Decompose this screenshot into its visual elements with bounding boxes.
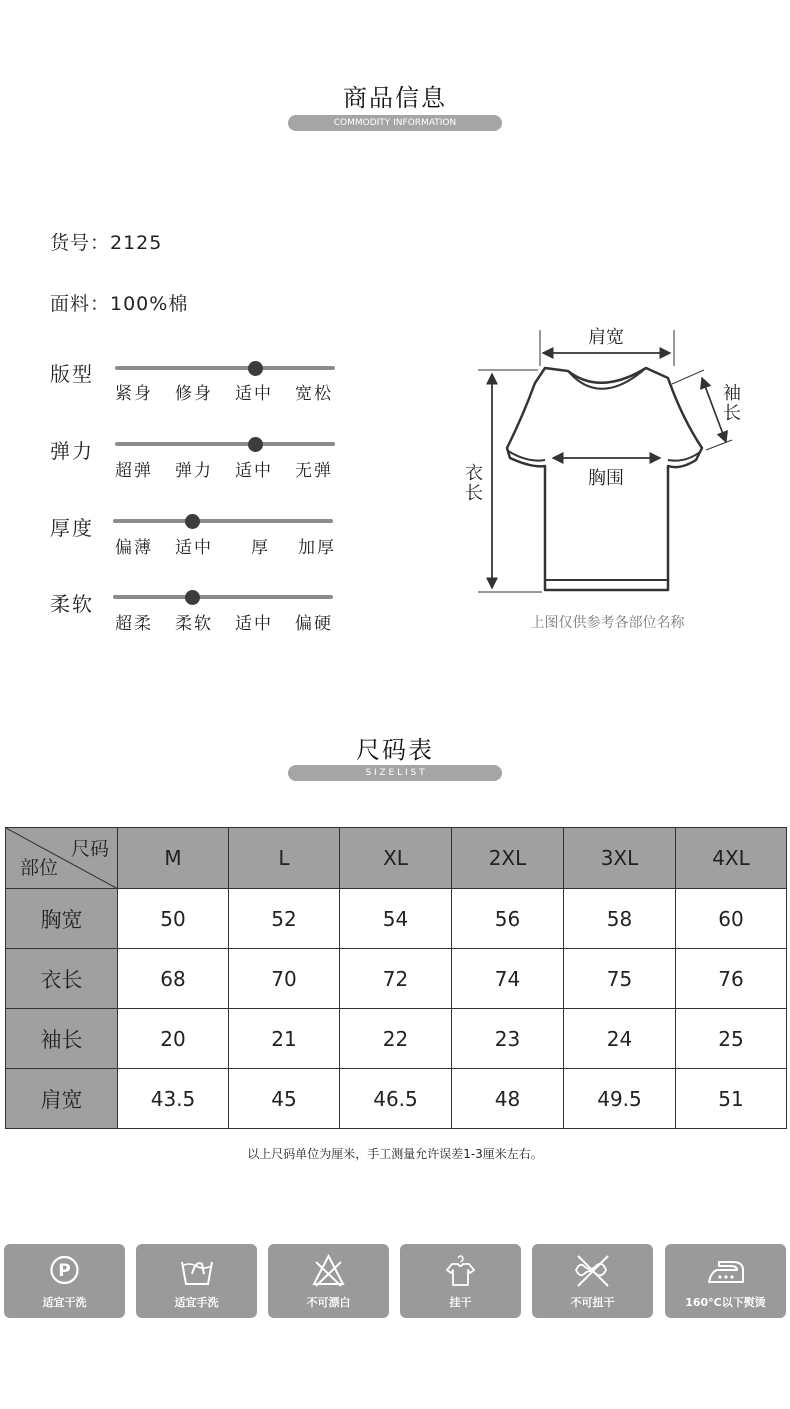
attr-fit-label: 版型 <box>50 362 94 386</box>
table-cell: 70 <box>229 949 340 1009</box>
size-col-header: L <box>229 828 340 889</box>
size-col-header: M <box>118 828 229 889</box>
attr-softness-option: 适中 <box>235 614 273 634</box>
table-cell: 20 <box>118 1009 229 1069</box>
hand-wash-icon <box>136 1252 257 1288</box>
no-bleach-icon <box>268 1252 389 1288</box>
diagram-note: 上图仅供参考各部位名称 <box>530 615 685 631</box>
attr-stretch-marker <box>248 437 263 452</box>
care-label: 不可漂白 <box>306 1296 351 1309</box>
attr-thickness-option: 偏薄 <box>115 538 153 558</box>
attr-softness-label: 柔软 <box>50 592 94 616</box>
size-col-header: 2XL <box>452 828 564 889</box>
table-cell: 76 <box>676 949 787 1009</box>
row-header: 肩宽 <box>6 1069 118 1129</box>
item-number: 货号：2125 <box>50 232 163 254</box>
table-cell: 54 <box>340 889 452 949</box>
size-col-header: XL <box>340 828 452 889</box>
table-row <box>6 1069 787 1129</box>
attr-softness-option: 超柔 <box>115 614 153 634</box>
care-tile-no-wring <box>532 1244 653 1318</box>
table-cell: 68 <box>118 949 229 1009</box>
attr-softness-track <box>113 595 333 599</box>
table-cell: 24 <box>564 1009 676 1069</box>
attr-thickness-option: 适中 <box>175 538 213 558</box>
table-row <box>6 889 787 949</box>
care-tile-dry-clean <box>4 1244 125 1318</box>
care-label: 适宜干洗 <box>42 1296 87 1309</box>
info-title: 商品信息 <box>343 84 447 112</box>
table-cell: 23 <box>452 1009 564 1069</box>
table-corner-cell <box>6 828 118 889</box>
size-table-note: 以上尺码单位为厘米，手工测量允许误差1-3厘米左右。 <box>247 1147 543 1161</box>
diagram-shoulder-label: 肩宽 <box>588 327 624 348</box>
size-table <box>5 827 787 1129</box>
attr-stretch-option: 弹力 <box>175 461 213 481</box>
size-col-header: 3XL <box>564 828 676 889</box>
table-cell: 75 <box>564 949 676 1009</box>
corner-size-label: 尺码 <box>70 838 109 860</box>
attr-thickness-option: 厚 <box>251 538 270 558</box>
svg-text:P: P <box>58 1261 71 1281</box>
info-subtitle-pill: COMMODITY INFORMATION <box>288 115 502 131</box>
care-label: 挂干 <box>449 1296 472 1309</box>
attr-stretch-track <box>115 442 335 446</box>
attr-thickness-option: 加厚 <box>298 538 336 558</box>
dry-clean-icon <box>4 1252 125 1288</box>
attr-thickness-label: 厚度 <box>50 516 94 540</box>
attr-fit-option: 紧身 <box>115 384 153 404</box>
no-wring-icon <box>532 1252 653 1288</box>
table-cell: 48 <box>452 1069 564 1129</box>
diagram-chest-label: 胸围 <box>588 468 624 489</box>
attr-fit-option: 修身 <box>175 384 213 404</box>
diagram-length-label: 衣长 <box>465 463 483 504</box>
attr-softness-option: 偏硬 <box>295 614 333 634</box>
size-header-row <box>6 828 787 889</box>
attr-stretch-label: 弹力 <box>50 439 94 463</box>
care-tile-hand-wash <box>136 1244 257 1318</box>
table-cell: 43.5 <box>118 1069 229 1129</box>
attr-fit-option: 适中 <box>235 384 273 404</box>
diagram-sleeve-label: 袖长 <box>723 383 741 424</box>
fabric: 面料：100%棉 <box>50 293 189 315</box>
table-cell: 22 <box>340 1009 452 1069</box>
row-header: 衣长 <box>6 949 118 1009</box>
table-cell: 56 <box>452 889 564 949</box>
attr-stretch-option: 适中 <box>235 461 273 481</box>
table-cell: 60 <box>676 889 787 949</box>
table-cell: 49.5 <box>564 1069 676 1129</box>
care-label: 适宜手洗 <box>174 1296 219 1309</box>
attr-fit-marker <box>248 361 263 376</box>
care-tile-iron <box>665 1244 786 1318</box>
care-tile-hang-dry <box>400 1244 521 1318</box>
size-title: 尺码表 <box>356 736 434 764</box>
table-cell: 72 <box>340 949 452 1009</box>
table-cell: 58 <box>564 889 676 949</box>
row-header: 胸宽 <box>6 889 118 949</box>
table-cell: 46.5 <box>340 1069 452 1129</box>
attr-thickness-track <box>113 519 333 523</box>
attr-stretch-option: 超弹 <box>115 461 153 481</box>
table-cell: 50 <box>118 889 229 949</box>
table-cell: 52 <box>229 889 340 949</box>
attr-softness-marker <box>185 590 200 605</box>
table-cell: 74 <box>452 949 564 1009</box>
table-cell: 45 <box>229 1069 340 1129</box>
care-tile-no-bleach <box>268 1244 389 1318</box>
hang-dry-icon <box>400 1252 521 1288</box>
attr-fit-track <box>115 366 335 370</box>
table-cell: 51 <box>676 1069 787 1129</box>
iron-icon <box>665 1252 786 1288</box>
table-row <box>6 949 787 1009</box>
attr-stretch-option: 无弹 <box>295 461 333 481</box>
table-row <box>6 1009 787 1069</box>
attr-softness-option: 柔软 <box>175 614 213 634</box>
table-cell: 25 <box>676 1009 787 1069</box>
attr-fit-option: 宽松 <box>295 384 333 404</box>
attr-thickness-marker <box>185 514 200 529</box>
tshirt-diagram <box>450 318 750 638</box>
care-label: 160°C以下熨烫 <box>685 1296 766 1309</box>
size-col-header: 4XL <box>676 828 787 889</box>
care-label: 不可扭干 <box>570 1296 615 1309</box>
size-subtitle-pill: S I Z E L I S T <box>288 765 502 781</box>
table-cell: 21 <box>229 1009 340 1069</box>
row-header: 袖长 <box>6 1009 118 1069</box>
corner-part-label: 部位 <box>20 857 59 879</box>
